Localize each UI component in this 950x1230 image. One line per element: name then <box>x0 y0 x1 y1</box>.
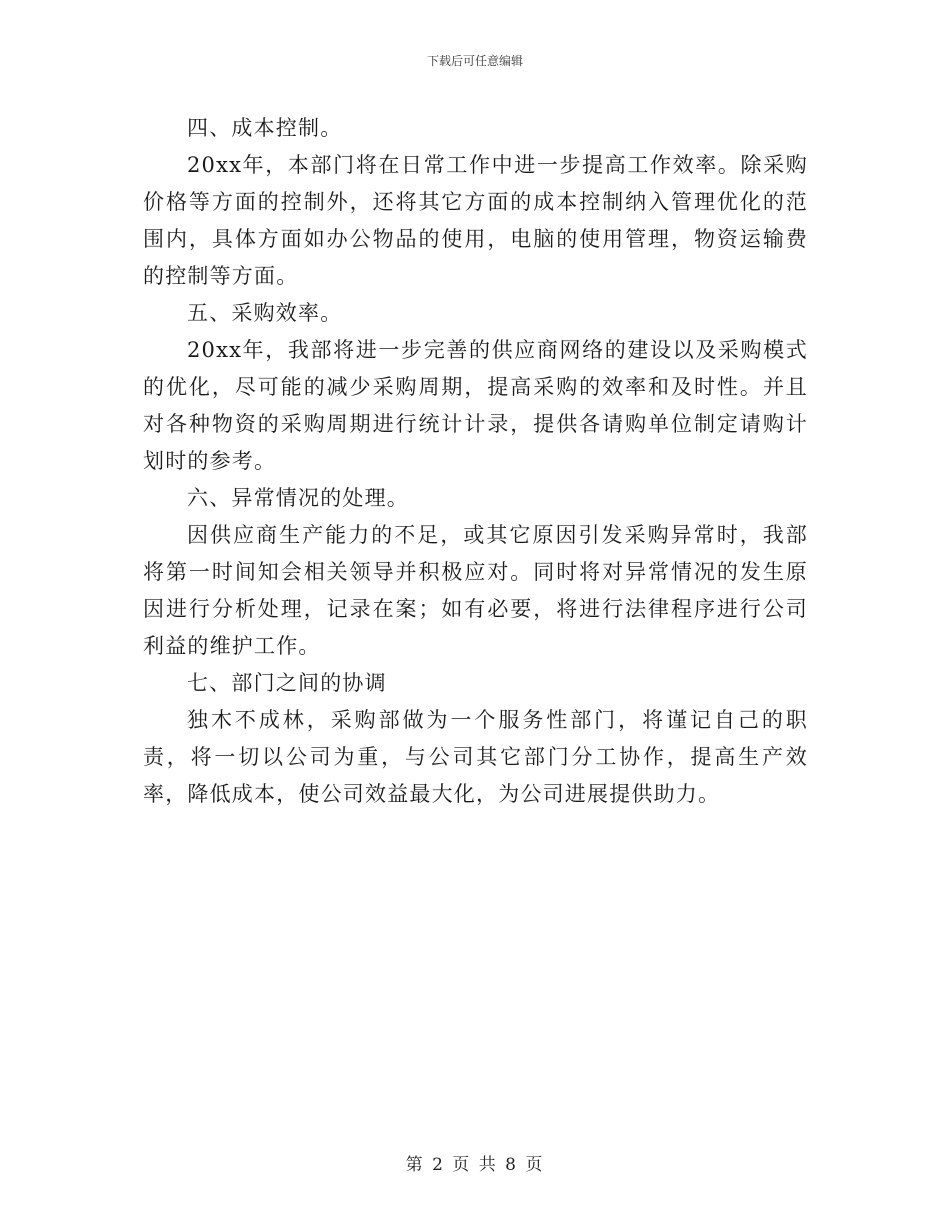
section-heading-cost-control: 四、成本控制。 <box>187 116 343 140</box>
paragraph-purchase-efficiency: 20xx年，我部将进一步完善的供应商网络的建设以及采购模式的优化，尽可能的减少采购周期，提高采购的效率和及时性。并且对各种物资的采购周期进行统计计录，提供各请购单位制定请购计划时的参考。 <box>143 338 808 473</box>
page-number: 第 2 页 共 8 页 <box>405 1155 545 1175</box>
document-body <box>143 110 808 813</box>
section-heading-department-coordination: 七、部门之间的协调 <box>187 671 387 695</box>
paragraph-department-coordination: 独木不成林，采购部做为一个服务性部门，将谨记自己的职责，将一切以公司为重，与公司其它部门分工协作，提高生产效率，降低成本，使公司效益最大化，为公司进展提供助力。 <box>143 708 808 806</box>
paragraph-cost-control: 20xx年，本部门将在日常工作中进一步提高工作效率。除采购价格等方面的控制外，还将其它方面的成本控制纳入管理优化的范围内，具体方面如办公物品的使用，电脑的使用管理，物资运输费的控制等方面。 <box>143 153 808 288</box>
paragraph-exception-handling: 因供应商生产能力的不足，或其它原因引发采购异常时，我部将第一时间知会相关领导并积极应对。同时将对异常情况的发生原因进行分析处理，记录在案；如有必要，将进行法律程序进行公司利益的维护工作。 <box>143 523 808 658</box>
section-heading-exception-handling: 六、异常情况的处理。 <box>187 486 409 510</box>
section-heading-purchase-efficiency: 五、采购效率。 <box>187 301 343 325</box>
header-note: 下载后可任意编辑 <box>426 54 523 68</box>
